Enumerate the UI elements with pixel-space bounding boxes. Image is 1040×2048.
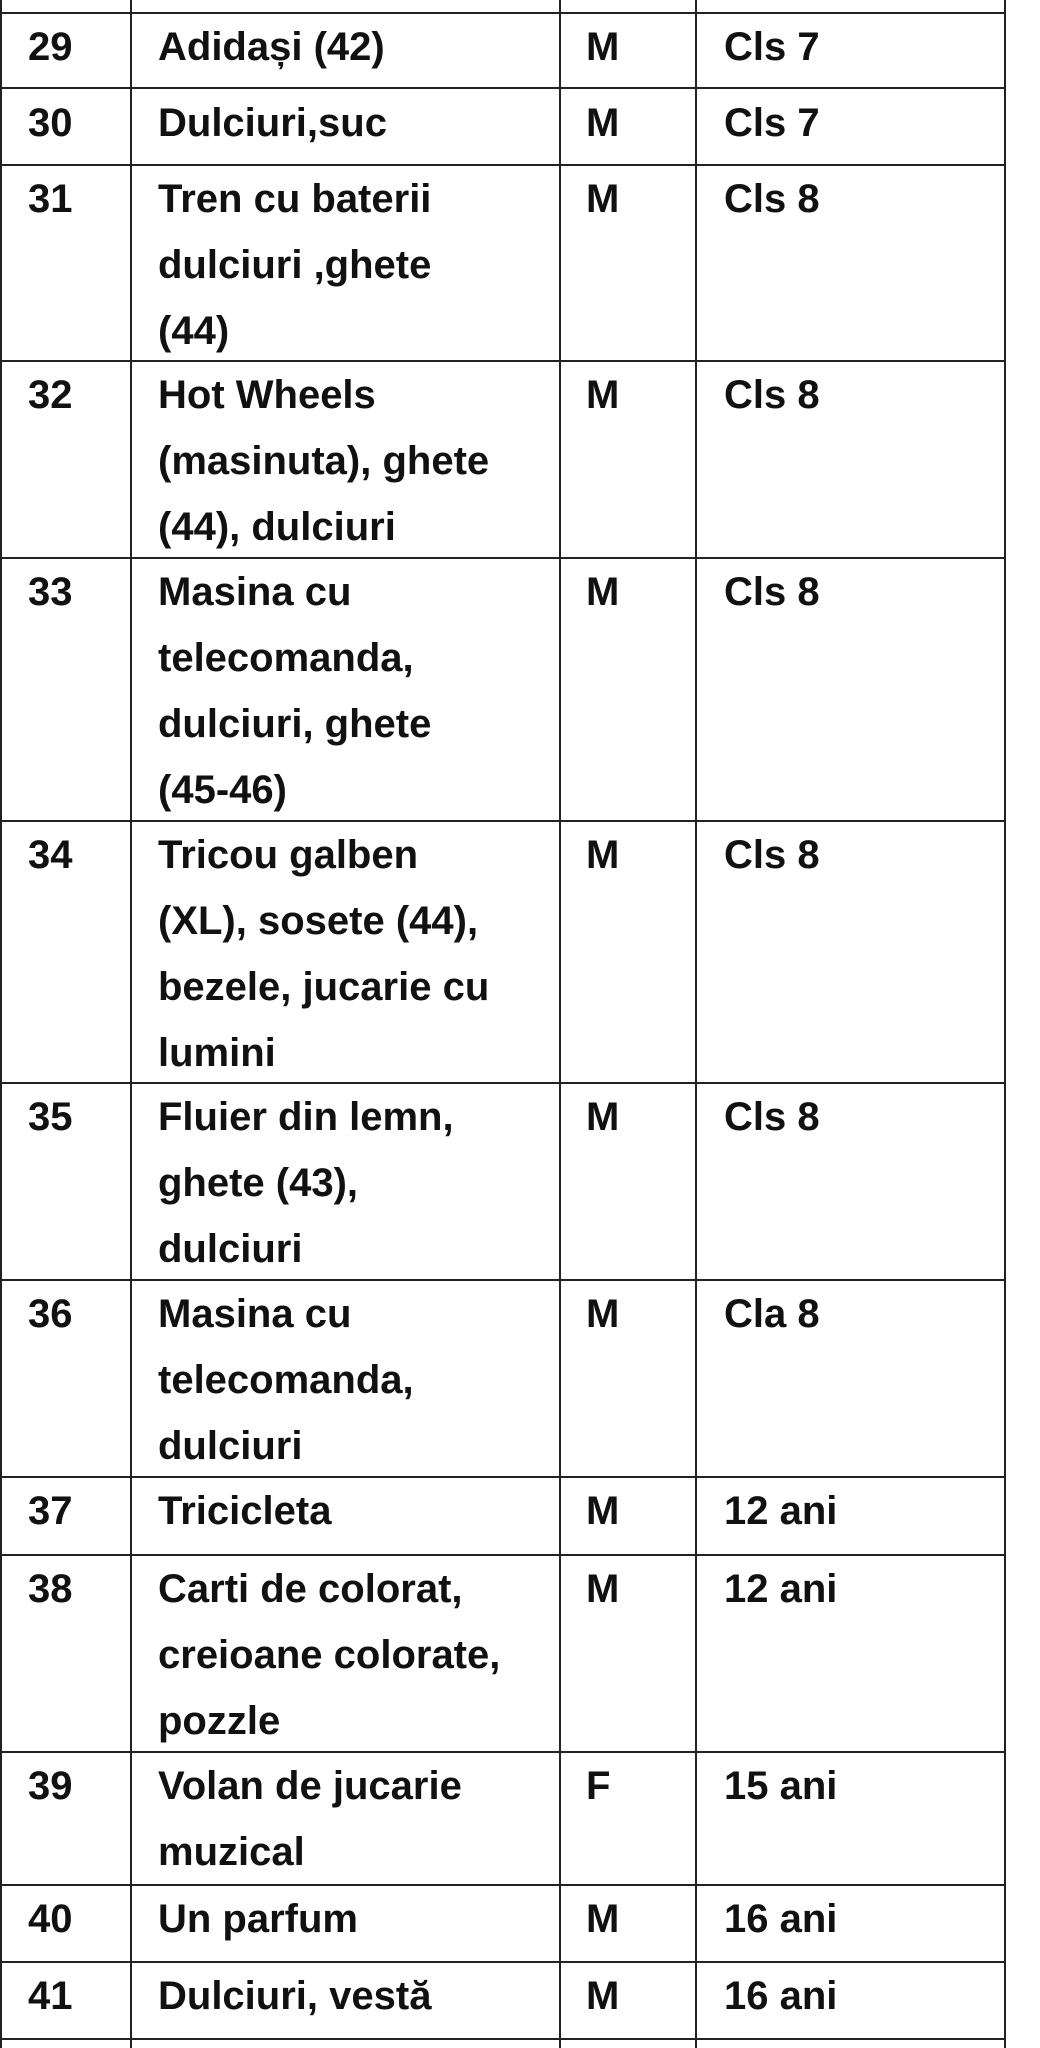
row-number: 33 [28,570,73,614]
row-number: 29 [28,25,73,69]
row-sex: F [586,1764,611,1808]
row-class-age: 16 ani [724,1897,838,1941]
table-border-right [1004,0,1006,2048]
row-sex: M [586,101,620,145]
row-number: 34 [28,833,73,877]
row-item-description: Dulciuri,suc [158,101,387,145]
column-divider [559,0,561,2048]
row-number: 30 [28,101,73,145]
row-item-description: Tren cu baterii dulciuri ,ghete (44) [158,177,432,353]
row-class-age: Cls 8 [724,570,820,614]
column-divider [130,0,132,2048]
row-sex: M [586,1974,620,2018]
row-sex: M [586,1095,620,1139]
row-class-age: 15 ani [724,1764,838,1808]
row-class-age: Cla 8 [724,1292,820,1336]
row-number: 37 [28,1489,73,1533]
row-class-age: 12 ani [724,1567,838,1611]
row-item-description: Masina cu telecomanda, dulciuri [158,1292,414,1468]
row-sex: M [586,373,620,417]
column-divider [695,0,697,2048]
row-sex: M [586,833,620,877]
row-sex: M [586,1897,620,1941]
row-number: 38 [28,1567,73,1611]
row-sex: M [586,570,620,614]
row-sex: M [586,1567,620,1611]
row-sex: M [586,1489,620,1533]
row-class-age: Cls 7 [724,25,820,69]
row-item-description: Adidași (42) [158,25,385,69]
row-item-description: Carti de colorat, creioane colorate, pozzle [158,1567,501,1743]
row-class-age: Cls 8 [724,373,820,417]
row-sex: M [586,177,620,221]
row-class-age: 12 ani [724,1489,838,1533]
row-number: 39 [28,1764,73,1808]
row-item-description: Un parfum [158,1897,358,1941]
row-divider [0,87,1006,89]
row-class-age: 16 ani [724,1974,838,2018]
row-number: 40 [28,1897,73,1941]
row-sex: M [586,1292,620,1336]
row-number: 31 [28,177,73,221]
row-class-age: Cls 8 [724,833,820,877]
row-item-description: Masina cu telecomanda, dulciuri, ghete (45-46) [158,570,432,812]
table-border-left [0,0,2,2048]
row-class-age: Cls 8 [724,177,820,221]
row-number: 35 [28,1095,73,1139]
row-class-age: Cls 7 [724,101,820,145]
row-item-description: Fluier din lemn, ghete (43), dulciuri [158,1095,454,1271]
row-number: 36 [28,1292,73,1336]
row-item-description: Hot Wheels (masinuta), ghete (44), dulciuri [158,373,490,549]
row-item-description: Tricou galben (XL), sosete (44), bezele, jucarie cu lumini [158,833,490,1075]
row-number: 41 [28,1974,73,2018]
row-class-age: Cls 8 [724,1095,820,1139]
row-item-description: Tricicleta [158,1489,332,1533]
row-divider [0,2038,1006,2040]
row-item-description: Dulciuri, vestă [158,1974,432,2018]
row-number: 32 [28,373,73,417]
row-item-description: Volan de jucarie muzical [158,1764,462,1874]
row-sex: M [586,25,620,69]
